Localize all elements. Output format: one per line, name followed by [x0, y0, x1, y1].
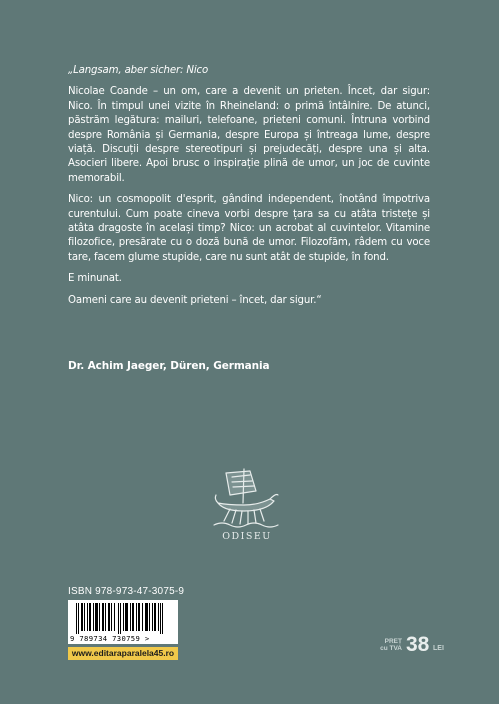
quote-paragraph: Nicolae Coande – un om, care a devenit un prieten. Încet, dar sigur: Nico. În timpul unei vizite în Rheineland: o primă întâlnire. De atunci, păstrăm legătura: mailuri, telefoane, prieteni comuni. Întruna vorbind despre România și Germania, despre Europa și întreaga lume, despre viață. Discuții despre stereotipuri și prejudecăți, despre una și alta. Asocieri libere. Apoi brusc o inspirație plină de umor, un joc de cuvinte memorabil.: [68, 86, 430, 184]
quote-paragraph: Oameni care au devenit prieteni – încet, dar sigur.“: [68, 294, 322, 306]
quote-paragraph: Nico: un cosmopolit d'esprit, gândind independent, înotând împotriva curentului. Cum poate cineva vorbi despre țara sa cu atâta tristețe și atâta dragoste în același timp? Nico: un acrobat al cuvintelor. Vitamine filozofice, presărate cu o doză bună de umor. Filozofăm, râdem cu voce tare, facem glume stupide, care nu sunt atât de stupide, în fond.: [68, 194, 430, 263]
barcode-digits: 9 789734 730759 >: [70, 634, 150, 643]
quote-opening-line: „Langsam, aber sicher: Nico: [68, 65, 209, 76]
price-value: 38: [406, 633, 430, 656]
price-currency: LEI: [433, 645, 444, 652]
isbn-barcode: [68, 600, 178, 644]
price-label-line2: cu TVA: [380, 645, 402, 652]
quote-signature: Dr. Achim Jaeger, Düren, Germania: [68, 360, 270, 372]
price-label-line1: PREȚ: [384, 638, 402, 645]
price-label: [372, 638, 402, 652]
quote-paragraph: E minunat.: [68, 273, 122, 285]
publisher-website[interactable]: www.editaraparalela45.ro: [68, 647, 178, 660]
publisher-name: ODISEU: [222, 531, 272, 542]
isbn-label: ISBN 978-973-47-3075-9: [68, 586, 185, 597]
back-cover-quote: [68, 64, 430, 315]
ship-icon: [210, 463, 282, 529]
